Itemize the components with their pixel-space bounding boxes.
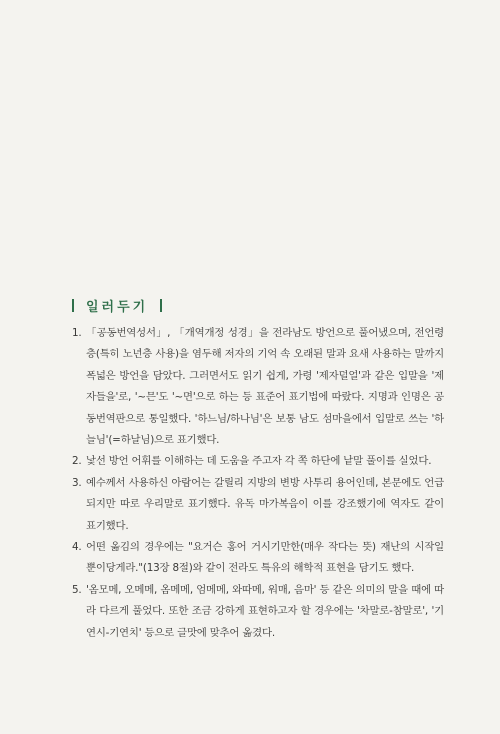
note-number: 4. — [72, 541, 82, 554]
note-number: 1. — [72, 327, 82, 339]
notes-list — [72, 323, 444, 644]
heading-bar-right — [160, 299, 162, 312]
note-item — [72, 473, 444, 537]
note-text: 어떤 옮김의 경우에는 "요거슨 홍어 거시기만한(매우 작다는 뜻) 재난의 시작일 뿐이당게라."(13장 8절)와 같이 전라도 특유의 해학적 표현을 담기도 했다. — [86, 541, 444, 575]
note-text: 「공동번역성서」, 「개역개정 성경」을 전라남도 방언으로 풀어냈으며, 전언령층(특히 노년층 사용)을 염두해 저자의 기억 속 오래된 말과 요새 사용하는 말까지 폭넓은 방언을 담았다. 그러면서도 읽기 쉽게, 가령 '제자덜얼'과 같은 입말을 '제자들을'로, '~믄'도 '~면'으로 하는 등 표준어 표기법에 따랐다. 지명과 인명은 공동번역판으로 통일했다. '하느님/하나님'은 보통 남도 섬마을에서 입말로 쓰는 '하늘님'(=하날님)으로 표기했다. — [86, 327, 444, 447]
note-item — [72, 323, 444, 451]
note-item — [72, 580, 444, 644]
note-item — [72, 451, 444, 472]
note-number: 5. — [72, 583, 82, 596]
note-item — [72, 537, 444, 580]
note-text: 낯선 방언 어휘를 이해하는 데 도움을 주고자 각 쪽 하단에 낱말 풀이를 실었다. — [86, 455, 432, 468]
heading-title: 일러두기 — [86, 300, 149, 315]
note-number: 3. — [72, 476, 82, 489]
note-text: 예수께서 사용하신 아람어는 갈릴리 지방의 변방 사투리 용어인데, 본문에도 언급되지만 따로 우리말로 표기했다. 유독 마가복음이 이를 강조했기에 역자도 같이 표기했다. — [86, 476, 444, 532]
section-heading — [72, 296, 162, 315]
heading-bar-left — [72, 299, 74, 312]
note-number: 2. — [72, 455, 82, 468]
note-text: '옴모메, 오메메, 옴메메, 엄메메, 와따메, 워매, 음마' 등 같은 의미의 말을 때에 따라 다르게 풀었다. 또한 조금 강하게 표현하고자 할 경우에는 '차말로-참말로', '기연시-기연치' 등으로 글맛에 맞추어 옮겼다. — [86, 583, 444, 639]
